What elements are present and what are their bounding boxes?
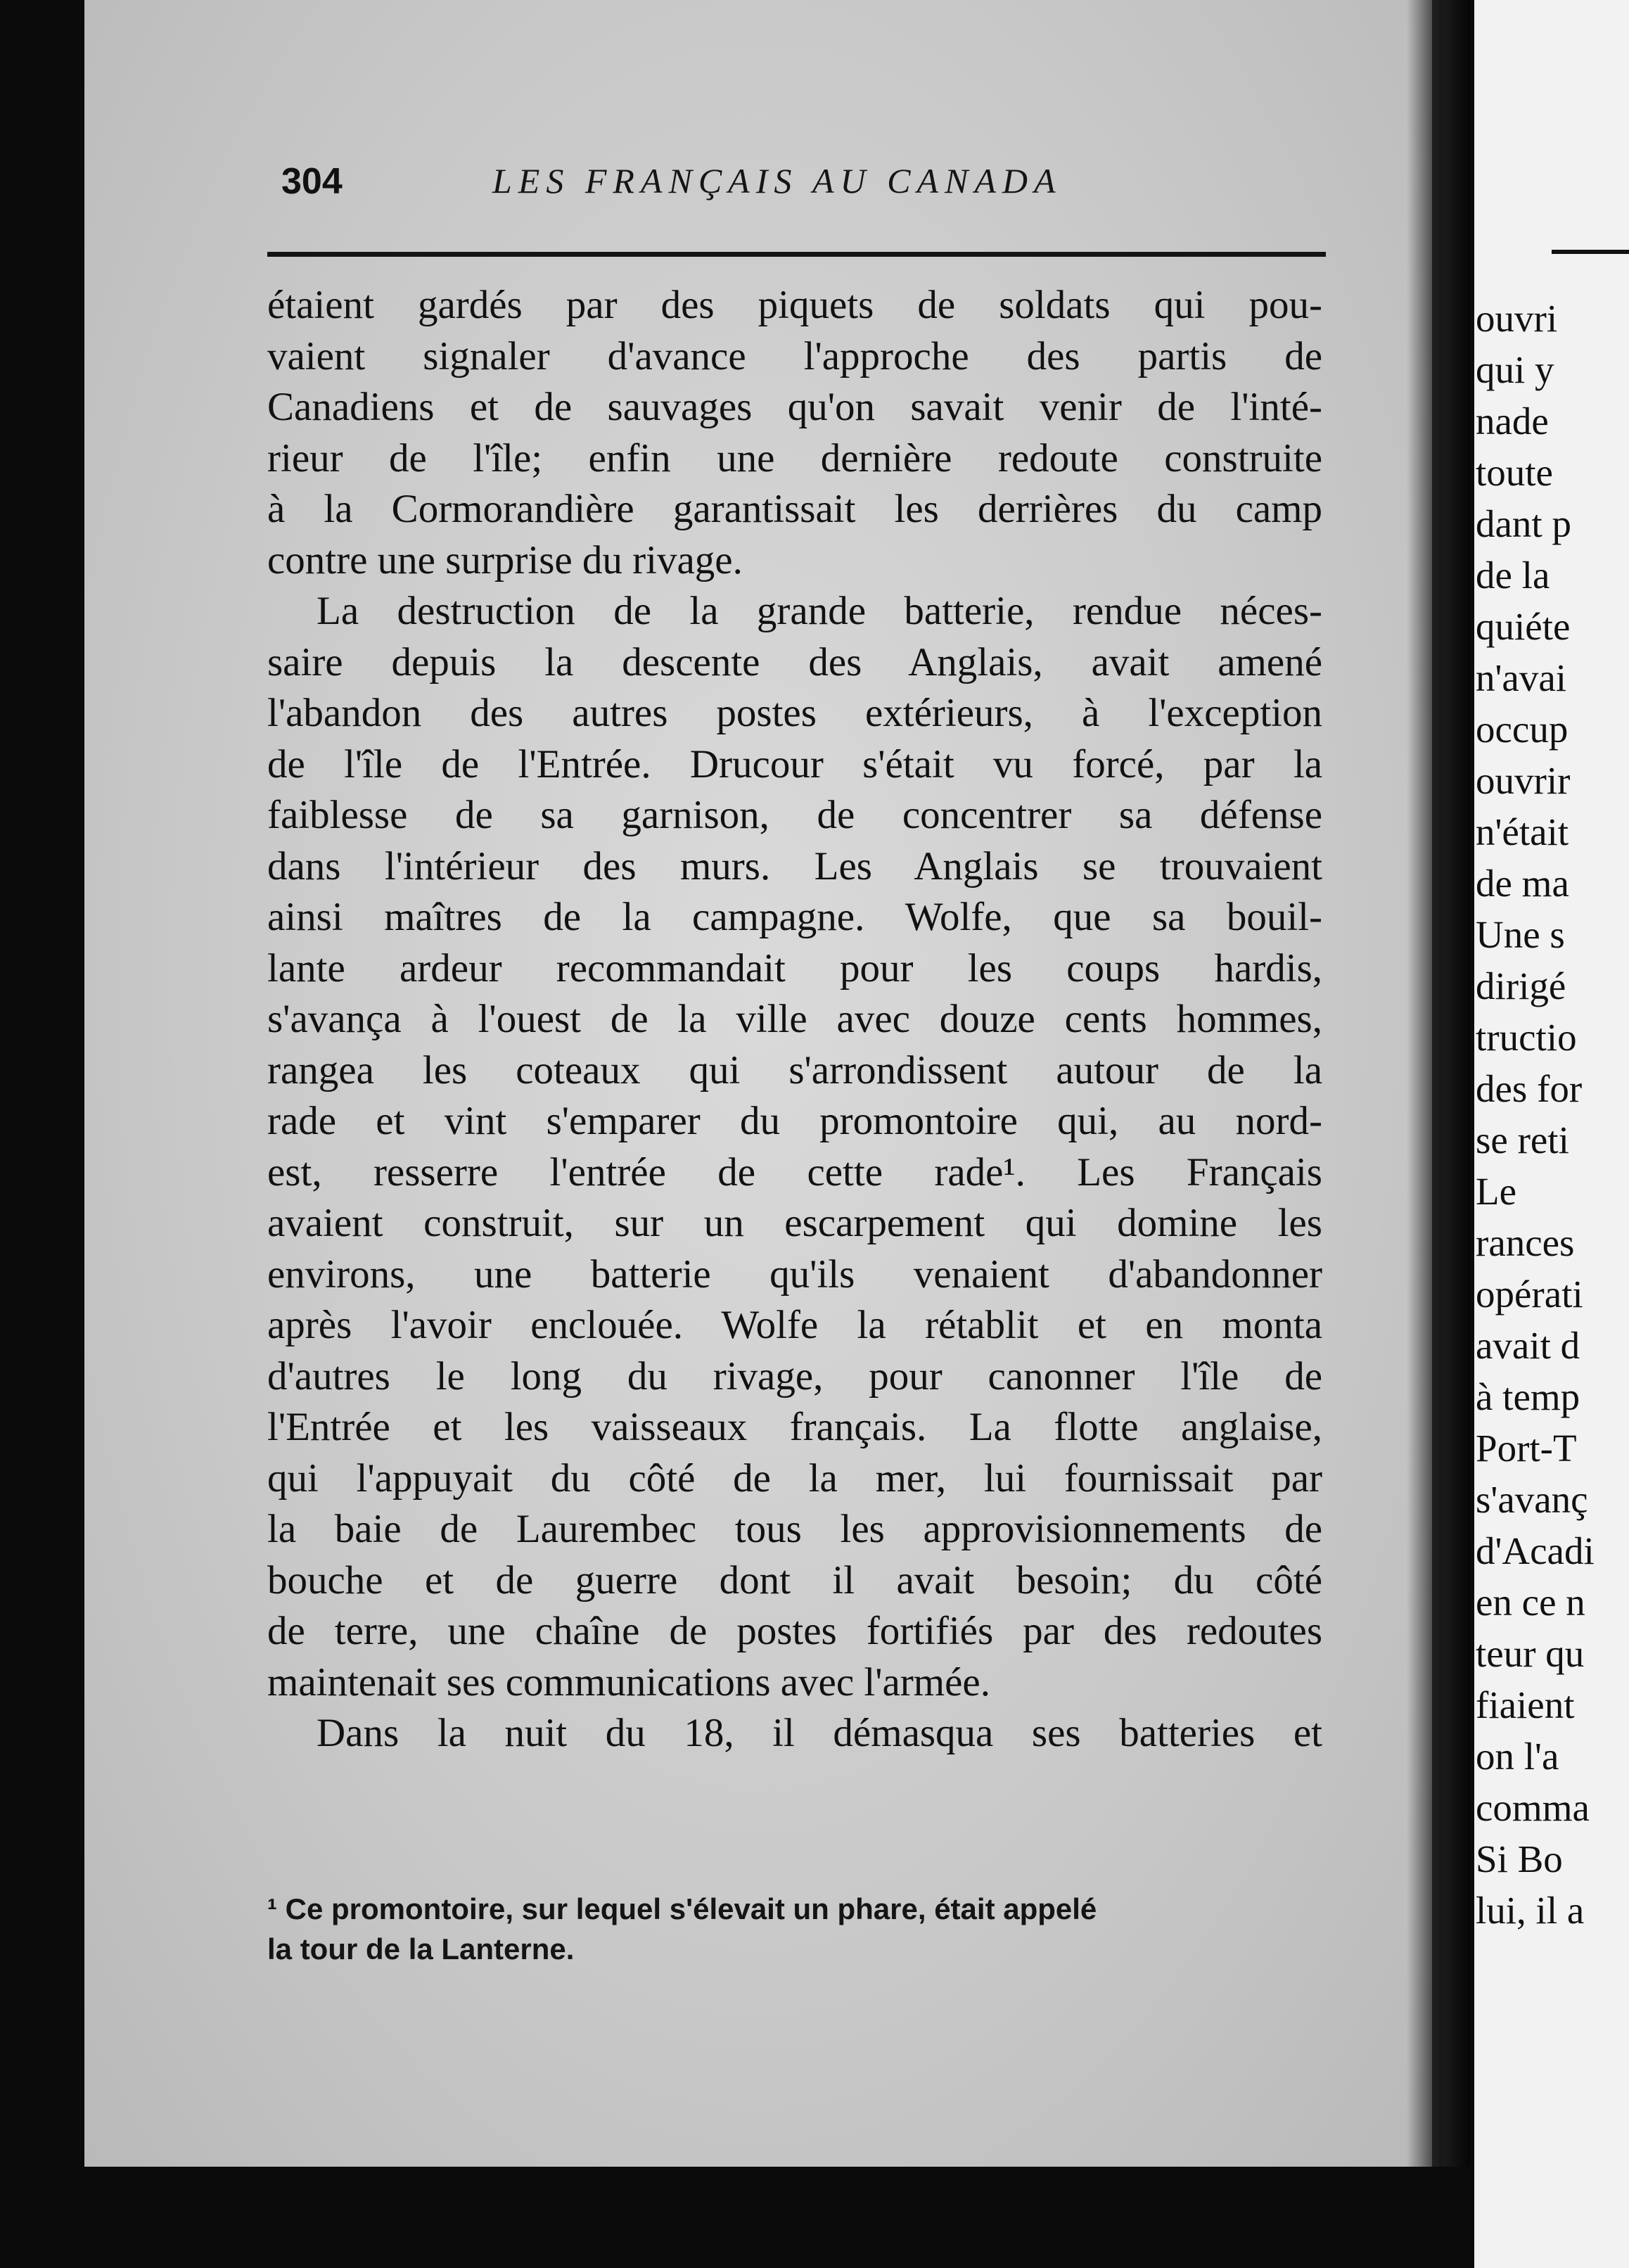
facing-line: fiaient [1476, 1683, 1575, 1726]
body-text [267, 280, 1322, 1759]
text-line: faiblesse de sa garnison, de concentrer sa défense [267, 793, 1322, 837]
facing-line: Le [1476, 1170, 1517, 1213]
facing-line: en ce n [1476, 1581, 1585, 1624]
text-line: bouche et de guerre dont il avait besoin; du côté [267, 1557, 1322, 1603]
facing-line: ouvrir [1476, 759, 1571, 802]
facing-line: lui, il a [1476, 1889, 1585, 1932]
facing-line: dant p [1476, 502, 1571, 545]
text-line: qui l'appuyait du côté de la mer, lui fournissait par [267, 1455, 1322, 1501]
facing-line: rances [1476, 1221, 1575, 1264]
text-line: La destruction de la grande batterie, rendue néces- [317, 589, 1322, 633]
facing-page-rule [1552, 250, 1629, 254]
facing-line: opérati [1476, 1273, 1583, 1315]
text-line: lante ardeur recommandait pour les coups hardis, [267, 945, 1322, 990]
footnote-line: ¹ Ce promontoire, sur lequel s'élevait un phare, était appelé [267, 1892, 1097, 1925]
text-line: s'avança à l'ouest de la ville avec douze cents hommes, [267, 997, 1322, 1041]
facing-line: Si Bo [1476, 1837, 1563, 1880]
text-line: Dans la nuit du 18, il démasqua ses batteries et [317, 1711, 1322, 1755]
text-line: d'autres le long du rivage, pour canonner l'île de [267, 1353, 1322, 1399]
text-line: à la Cormorandière garantissait les derrières du camp [267, 487, 1322, 531]
text-line: Canadiens et de sauvages qu'on savait venir de l'inté- [267, 385, 1322, 429]
facing-line: comma [1476, 1786, 1590, 1829]
text-line: environs, une batterie qu'ils venaient d'abandonner [267, 1251, 1322, 1297]
facing-line: n'avai [1476, 656, 1567, 699]
footnote-line: la tour de la Lanterne. [267, 1932, 575, 1966]
facing-line: s'avanç [1476, 1478, 1588, 1521]
facing-line: d'Acadi [1476, 1529, 1595, 1572]
page-number: 304 [281, 161, 343, 202]
text-line: rangea les coteaux qui s'arrondissent autour de la [267, 1047, 1322, 1092]
text-line: saire depuis la descente des Anglais, avait amené [267, 639, 1322, 684]
facing-line: Port-T [1476, 1427, 1577, 1470]
facing-line: n'était [1476, 810, 1569, 853]
facing-line: qui y [1476, 348, 1554, 391]
facing-line: de la [1476, 554, 1550, 597]
facing-line: occup [1476, 708, 1569, 751]
text-line: vaient signaler d'avance l'approche des partis de [267, 333, 1322, 378]
text-line: la baie de Laurembec tous les approvisionnements de [267, 1507, 1322, 1551]
facing-line: se reti [1476, 1119, 1569, 1161]
text-line: de l'île de l'Entrée. Drucour s'était vu forcé, par la [267, 741, 1322, 786]
facing-page-fragment [1474, 0, 1629, 2268]
text-line: l'abandon des autres postes extérieurs, à l'exception [267, 691, 1322, 735]
text-line: de terre, une chaîne de postes fortifiés par des redoutes [267, 1609, 1322, 1653]
footnote [267, 1889, 1308, 1969]
gutter-shadow [1407, 0, 1470, 2167]
facing-line: toute [1476, 451, 1553, 494]
facing-line: on l'a [1476, 1735, 1559, 1778]
text-line: rade et vint s'emparer du promontoire qui, au nord- [267, 1099, 1322, 1143]
text-line: avaient construit, sur un escarpement qui domine les [267, 1201, 1322, 1245]
facing-line: tructio [1476, 1016, 1577, 1059]
facing-line: nade [1476, 400, 1549, 442]
facing-line: de ma [1476, 862, 1569, 905]
text-line: l'Entrée et les vaisseaux français. La flotte anglaise, [267, 1405, 1322, 1449]
page-header [281, 160, 1322, 217]
facing-line: teur qu [1476, 1632, 1585, 1675]
running-title: LES FRANÇAIS AU CANADA [492, 161, 1062, 200]
facing-line: Une s [1476, 913, 1565, 956]
facing-line: dirigé [1476, 964, 1566, 1007]
text-line: dans l'intérieur des murs. Les Anglais se trouvaient [267, 843, 1322, 888]
text-line: après l'avoir enclouée. Wolfe la rétablit et en monta [267, 1303, 1322, 1347]
facing-line: à temp [1476, 1375, 1580, 1418]
scan-border-bottom [0, 2167, 1474, 2268]
facing-line: ouvri [1476, 297, 1558, 340]
text-line: étaient gardés par des piquets de soldats qui pou- [267, 283, 1322, 327]
text-line: maintenait ses communications avec l'armée. [267, 1659, 990, 1705]
text-line: contre une surprise du rivage. [267, 537, 743, 582]
facing-line: quiéte [1476, 605, 1571, 648]
text-line: est, resserre l'entrée de cette rade¹. Les Français [267, 1149, 1322, 1194]
facing-page-lines [1476, 293, 1595, 1936]
text-line: ainsi maîtres de la campagne. Wolfe, que sa bouil- [267, 895, 1322, 939]
facing-line: avait d [1476, 1324, 1580, 1367]
header-rule [267, 252, 1326, 257]
text-line: rieur de l'île; enfin une dernière redoute construite [267, 435, 1322, 480]
facing-line: des for [1476, 1067, 1583, 1110]
